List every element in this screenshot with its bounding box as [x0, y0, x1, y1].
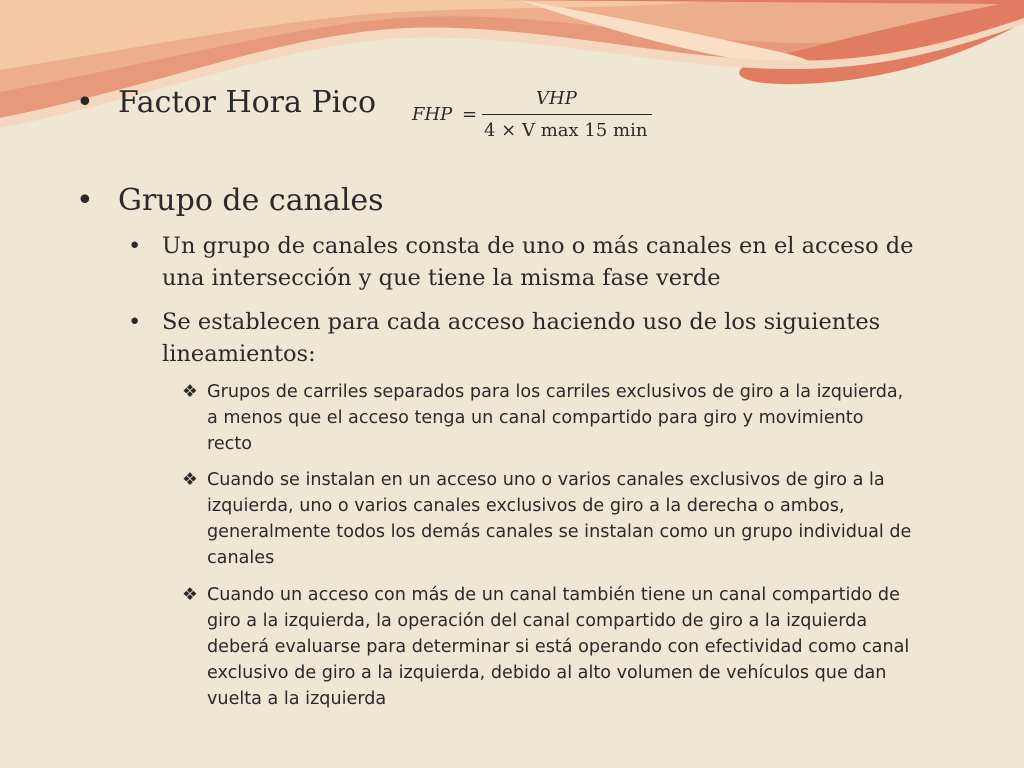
formula-denominator: 4 × V max 15 min	[484, 120, 648, 141]
bullet-icon: •	[128, 309, 142, 335]
guideline-item	[182, 379, 912, 457]
sub-item	[128, 230, 918, 294]
item-label: Grupo de canales	[118, 183, 384, 218]
formula-numerator: VHP	[536, 88, 577, 109]
diamond-bullet-icon: ❖	[182, 382, 198, 402]
bullet-icon: •	[76, 85, 94, 120]
diamond-bullet-icon: ❖	[182, 585, 198, 605]
guideline-item	[182, 582, 912, 712]
sub-item-text: Se establecen para cada acceso haciendo uso de los siguientes lineamientos:	[162, 309, 881, 367]
diamond-bullet-icon: ❖	[182, 470, 198, 490]
bullet-icon: •	[128, 233, 142, 259]
bullet-icon: •	[76, 183, 94, 218]
sub-item-text: Un grupo de canales consta de uno o más canales en el acceso de una intersección y que tiene la misma fase verde	[162, 233, 914, 291]
formula-equals: =	[462, 104, 478, 125]
fraction-bar	[482, 114, 652, 115]
guideline-item	[182, 467, 912, 571]
sub-item	[128, 306, 918, 370]
guideline-text: Cuando un acceso con más de un canal también tiene un canal compartido de giro a la izquierda, la operación del canal compartido de giro a la izquierda deberá evaluarse para determinar si está operando con efectividad como canal exclusivo de giro a la izquierda, debido al alto volumen de vehículos que dan vuelta a la izquierda	[207, 585, 910, 709]
fhp-formula	[412, 88, 652, 148]
guideline-text: Grupos de carriles separados para los carriles exclusivos de giro a la izquierda, a menos que el acceso tenga un canal compartido para giro y movimiento recto	[207, 382, 904, 454]
guideline-text: Cuando se instalan en un acceso uno o varios canales exclusivos de giro a la izquierda, uno o varios canales exclusivos de giro a la derecha o ambos, generalmente todos los demás canales se instalan como un grupo individual de canales	[207, 470, 912, 568]
item-label: Factor Hora Pico	[118, 85, 377, 120]
formula-lhs: FHP	[412, 104, 453, 125]
